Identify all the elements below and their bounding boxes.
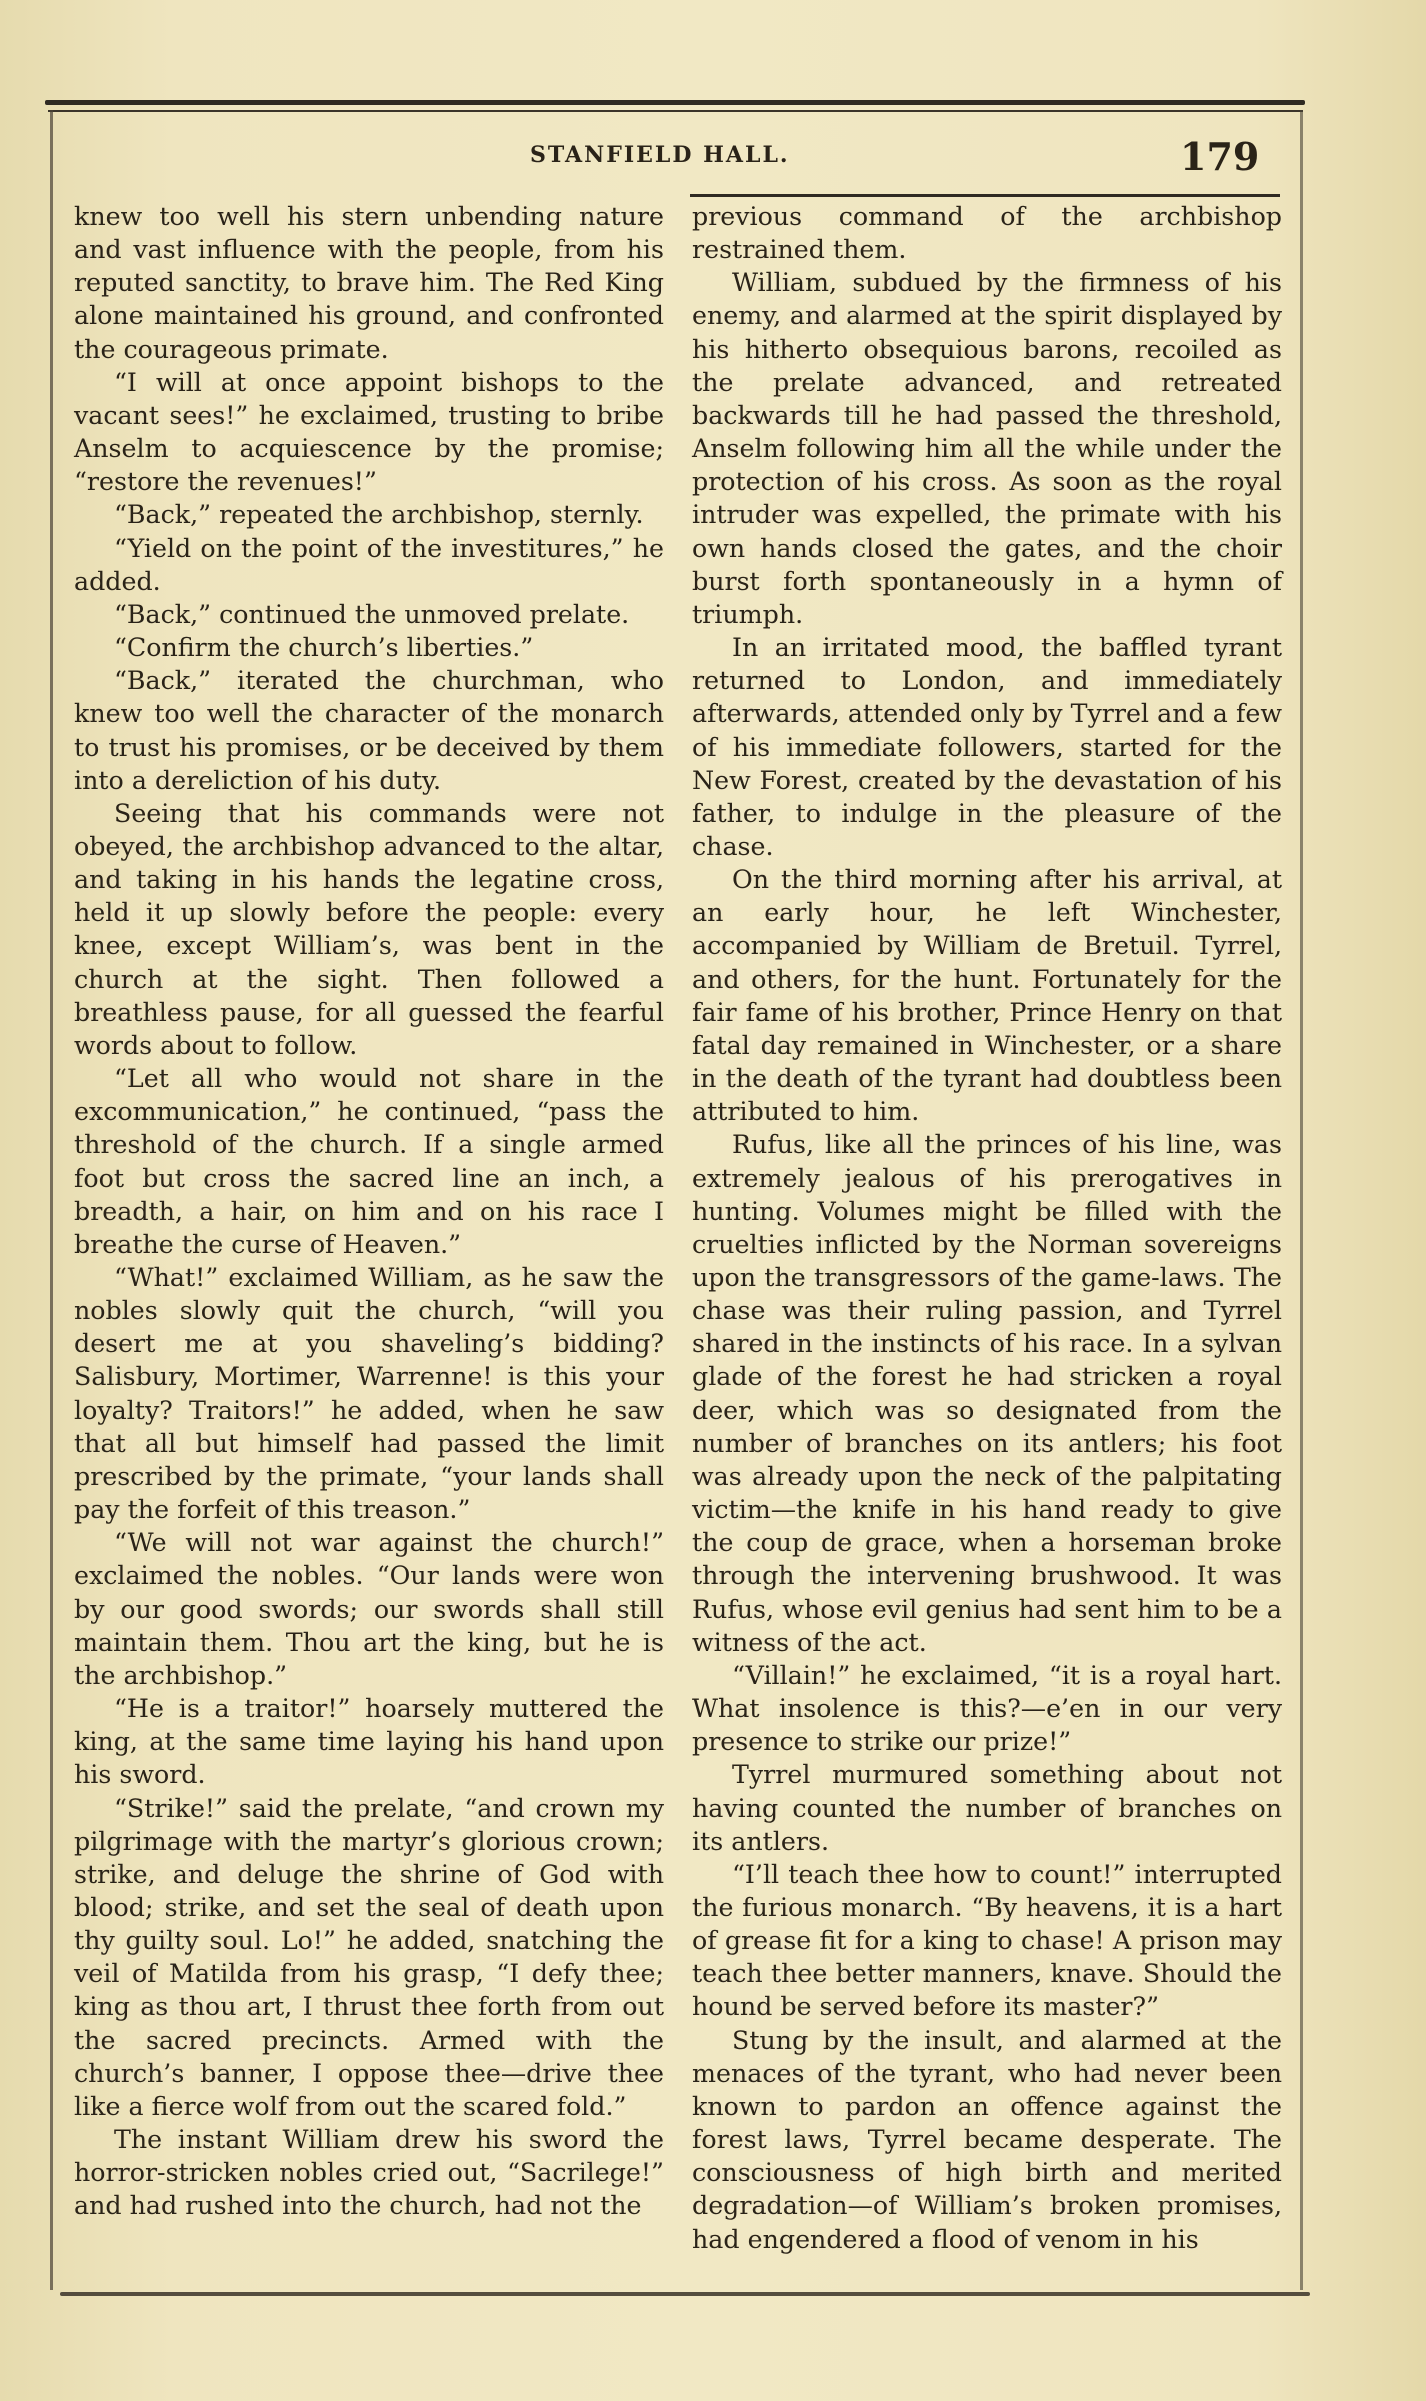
paragraph: “Let all who would not share in the excommunication,” he continued, “pass the threshold of the church. If a single armed foot but cross the sacred line an inch, a breadth, a hair, on him and on his race I breathe the curse of Heaven.” [74, 1064, 664, 1259]
top-inner-rule [48, 110, 1303, 112]
paragraph: previous command of the archbishop restrained them. [692, 202, 1282, 265]
paragraph: “Back,” iterated the churchman, who knew too well the character of the monarch to trust his promises, or be deceived by them into a dereliction of his duty. [74, 666, 664, 795]
paragraph: “Villain!” he exclaimed, “it is a royal hart. What insolence is this?—e’en in our very presence to strike our prize!” [692, 1660, 1282, 1757]
paragraph: “What!” exclaimed William, as he saw the nobles slowly quit the church, “will you desert me at you shaveling’s bidding? Salisbury, Mortimer, Warrenne! is this your loyalty? Traitors!” he added, when he saw that all but himself had passed the limit prescribed by the primate, “your lands shall pay the forfeit of this treason.” [74, 1263, 664, 1525]
right-border-rule [1300, 110, 1303, 2290]
paragraph: Seeing that his commands were not obeyed, the archbishop advanced to the altar, and taking in his hands the legatine cross, held it up slowly before the people: every knee, except William’s, was bent in the church at the sight. Then followed a breathless pause, for all guessed the fearful words about to follow. [74, 798, 664, 1060]
paragraph: “I will at once appoint bishops to the vacant sees!” he exclaimed, trusting to bribe Anselm to acquiescence by the promise; “restore the revenues!” [74, 367, 664, 497]
paragraph: “Yield on the point of the investitures,” he added. [74, 533, 664, 596]
top-border-rule [45, 100, 1305, 105]
bottom-border-rule [60, 2292, 1310, 2296]
right-column [692, 200, 1282, 2256]
left-column [74, 200, 664, 2223]
header-rule [690, 194, 1280, 197]
paragraph: “We will not war against the church!” exclaimed the nobles. “Our lands were won by our good swords; our swords shall still maintain them. Thou art the king, but he is the archbishop.” [74, 1528, 664, 1690]
paragraph: William, subdued by the firmness of his enemy, and alarmed at the spirit displayed by his hitherto obsequious barons, recoiled as the prelate advanced, and retreated backwards till he had passed the threshold, Anselm following him all the while under the protection of his cross. As soon as the royal intruder was expelled, the primate with his own hands closed the gates, and the choir burst forth spontaneously in a hymn of triumph. [692, 268, 1282, 629]
paragraph: On the third morning after his arrival, at an early hour, he left Winchester, accompanied by William de Bretuil. Tyrrel, and others, for the hunt. Fortunately for the fair fame of his brother, Prince Henry on that fatal day remained in Winchester, or a share in the death of the tyrant had doubtless been attributed to him. [692, 865, 1282, 1127]
paragraph: “He is a traitor!” hoarsely muttered the king, at the same time laying his hand upon his sword. [74, 1694, 664, 1790]
paragraph: “Confirm the church’s liberties.” [114, 633, 534, 663]
paragraph: Stung by the insult, and alarmed at the menaces of the tyrant, who had never been known to pardon an offence against the forest laws, Tyrrel became desperate. The consciousness of high birth and merited degradation—of William’s broken promises, had engendered a flood of venom in his [692, 2025, 1282, 2254]
left-border-rule [50, 110, 53, 2290]
paragraph: “I’ll teach thee how to count!” interrupted the furious monarch. “By heavens, it is a hart of grease fit for a king to chase! A prison may teach thee better manners, knave. Should the hound be served before its master?” [692, 1859, 1282, 2022]
paragraph: knew too well his stern unbending nature and vast influence with the people, from his reputed sanctity, to brave him. The Red King alone maintained his ground, and confronted the courageous primate. [74, 202, 664, 364]
paragraph: In an irritated mood, the baffled tyrant returned to London, and immediately afterwards, attended only by Tyrrel and a few of his immediate followers, started for the New Forest, created by the devastation of his father, to indulge in the pleasure of the chase. [692, 633, 1282, 861]
paragraph: “Strike!” said the prelate, “and crown my pilgrimage with the martyr’s glorious crown; strike, and deluge the shrine of God with blood; strike, and set the seal of death upon thy guilty soul. Lo!” he added, snatching the veil of Matilda from his grasp, “I defy thee; king as thou art, I thrust thee forth from out the sacred precincts. Armed with the church’s banner, I oppose thee—drive thee like a fierce wolf from out the scared fold.” [74, 1793, 664, 2121]
paragraph: “Back,” repeated the archbishop, sternly. [114, 500, 644, 530]
paragraph: Tyrrel murmured something about not having counted the number of branches on its antlers. [692, 1760, 1282, 1856]
page-number: 179 [1180, 134, 1260, 179]
running-title: STANFIELD HALL. [530, 142, 790, 168]
paragraph: Rufus, like all the princes of his line, was extremely jealous of his prerogatives in hunting. Volumes might be filled with the cruelties inflicted by the Norman sovereigns upon the transgressors of the game-laws. The chase was their ruling passion, and Tyrrel shared in the instincts of his race. In a sylvan glade of the forest he had stricken a royal deer, which was so designated from the number of branches on its antlers; his foot was already upon the neck of the palpitating victim—the knife in his hand ready to give the coup de grace, when a horseman broke through the intervening brushwood. It was Rufus, whose evil genius had sent him to be a witness of the act. [692, 1130, 1282, 1657]
paragraph: “Back,” continued the unmoved prelate. [114, 599, 630, 629]
paragraph: The instant William drew his sword the horror-stricken nobles cried out, “Sacrilege!” and had rushed into the church, had not the [74, 2125, 664, 2221]
